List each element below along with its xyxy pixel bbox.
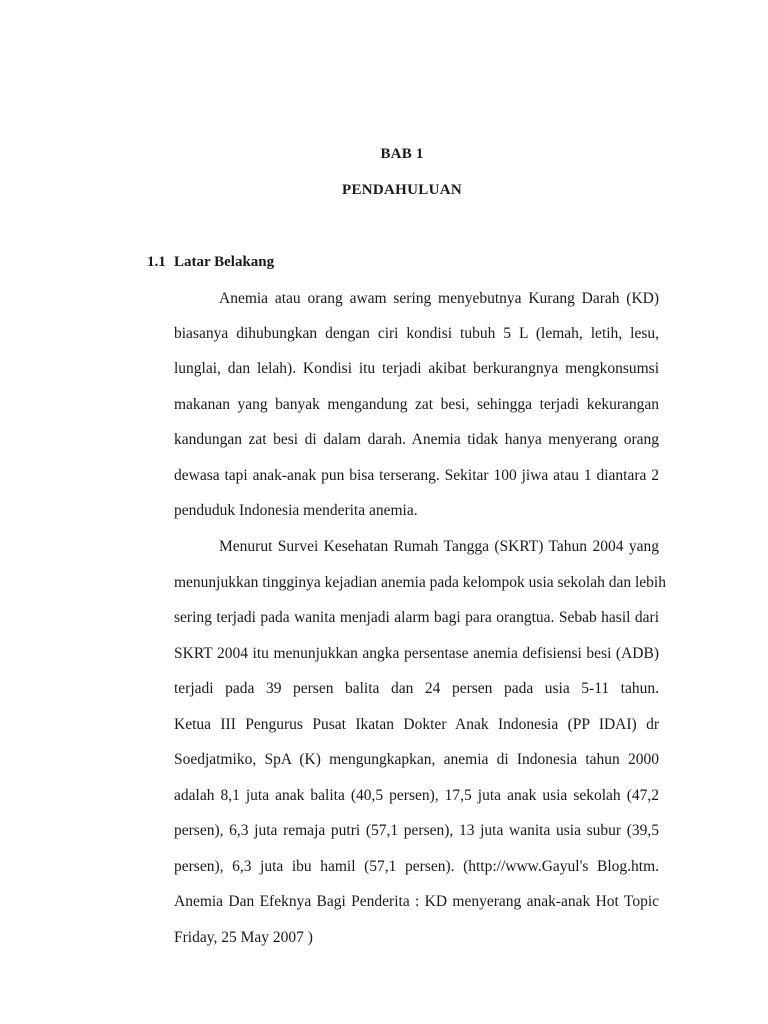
paragraph-line: lunglai, dan lelah). Kondisi itu terjadi akibat berkurangnya mengkonsumsi	[174, 360, 659, 377]
chapter-title: PENDAHULUAN	[342, 182, 462, 198]
paragraph-line: makanan yang banyak mengandung zat besi, sehingga terjadi kekurangan	[174, 396, 659, 413]
paragraph-line: Soedjatmiko, SpA (K) mengungkapkan, anemia di Indonesia tahun 2000	[174, 751, 659, 768]
paragraph-line: Ketua III Pengurus Pusat Ikatan Dokter Anak Indonesia (PP IDAI) dr	[174, 716, 659, 733]
paragraph-line: terjadi pada 39 persen balita dan 24 persen pada usia 5-11 tahun.	[174, 680, 659, 697]
paragraph-line: Anemia Dan Efeknya Bagi Penderita : KD menyerang anak-anak Hot Topic	[174, 893, 659, 910]
paragraph-line: persen), 6,3 juta remaja putri (57,1 persen), 13 juta wanita usia subur (39,5	[174, 822, 659, 839]
paragraph-line: biasanya dihubungkan dengan ciri kondisi tubuh 5 L (lemah, letih, lesu,	[174, 325, 659, 342]
paragraph-line: persen), 6,3 juta ibu hamil (57,1 persen). (http://www.Gayul's Blog.htm.	[174, 858, 659, 875]
paragraph-line: penduduk Indonesia menderita anemia.	[174, 502, 418, 519]
paragraph-line: dewasa tapi anak-anak pun bisa terserang. Sekitar 100 jiwa atau 1 diantara 2	[174, 467, 659, 484]
paragraph-line: menunjukkan tingginya kejadian anemia pada kelompok usia sekolah dan lebih	[174, 574, 666, 591]
paragraph-line: Friday, 25 May 2007 )	[174, 929, 313, 946]
paragraph-line: Anemia atau orang awam sering menyebutnya Kurang Darah (KD)	[219, 290, 659, 307]
section-title: Latar Belakang	[174, 254, 275, 270]
section-heading	[147, 254, 274, 271]
paragraph-line: SKRT 2004 itu menunjukkan angka persentase anemia defisiensi besi (ADB)	[174, 645, 659, 662]
paragraph-line: Menurut Survei Kesehatan Rumah Tangga (SKRT) Tahun 2004 yang	[219, 538, 659, 555]
chapter-label: BAB 1	[380, 146, 424, 162]
paragraph-line: kandungan zat besi di dalam darah. Anemia tidak hanya menyerang orang	[174, 431, 659, 448]
paragraph-line: sering terjadi pada wanita menjadi alarm bagi para orangtua. Sebab hasil dari	[174, 609, 659, 626]
paragraph-line: adalah 8,1 juta anak balita (40,5 persen), 17,5 juta anak usia sekolah (47,2	[174, 787, 659, 804]
section-number: 1.1	[147, 254, 166, 270]
